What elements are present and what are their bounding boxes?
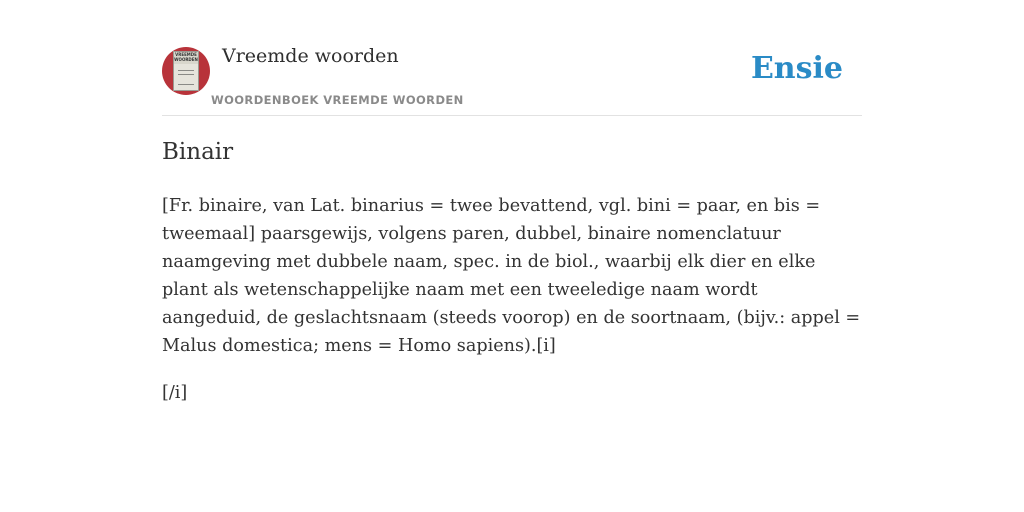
entry-title: Binair [162,139,234,165]
book-cover-line [178,70,194,71]
book-cover-line [178,84,194,85]
entry-definition: [Fr. binaire, van Lat. binarius = twee bevattend, vgl. bini = paar, en bis = tweemaal] paarsgewijs, volgens paren, dubbel, binaire nomenclatuur naamgeving met dubbele naam, spec. in de biol., waarbij elk dier en elke plant als wetenschappelijke naam met een tweeledige naam wordt aangeduid, de geslachtsnaam (steeds voorop) en de soortnaam, (bijv.: appel = Malus domestica; mens = Homo sapiens).[i] [162,196,861,356]
brand-logo-link[interactable]: Ensie [750,51,843,86]
site-subtitle: WOORDENBOEK VREEMDE WOORDEN [211,93,464,107]
book-cover-title: VREEMDE WOORDEN [174,52,198,62]
site-title[interactable]: Vreemde woorden [222,45,399,67]
book-cover-line [178,74,194,75]
entry-trailing-text: [/i] [162,383,188,403]
avatar[interactable] [162,47,210,95]
book-cover-image [173,51,199,91]
site-header [162,45,862,116]
